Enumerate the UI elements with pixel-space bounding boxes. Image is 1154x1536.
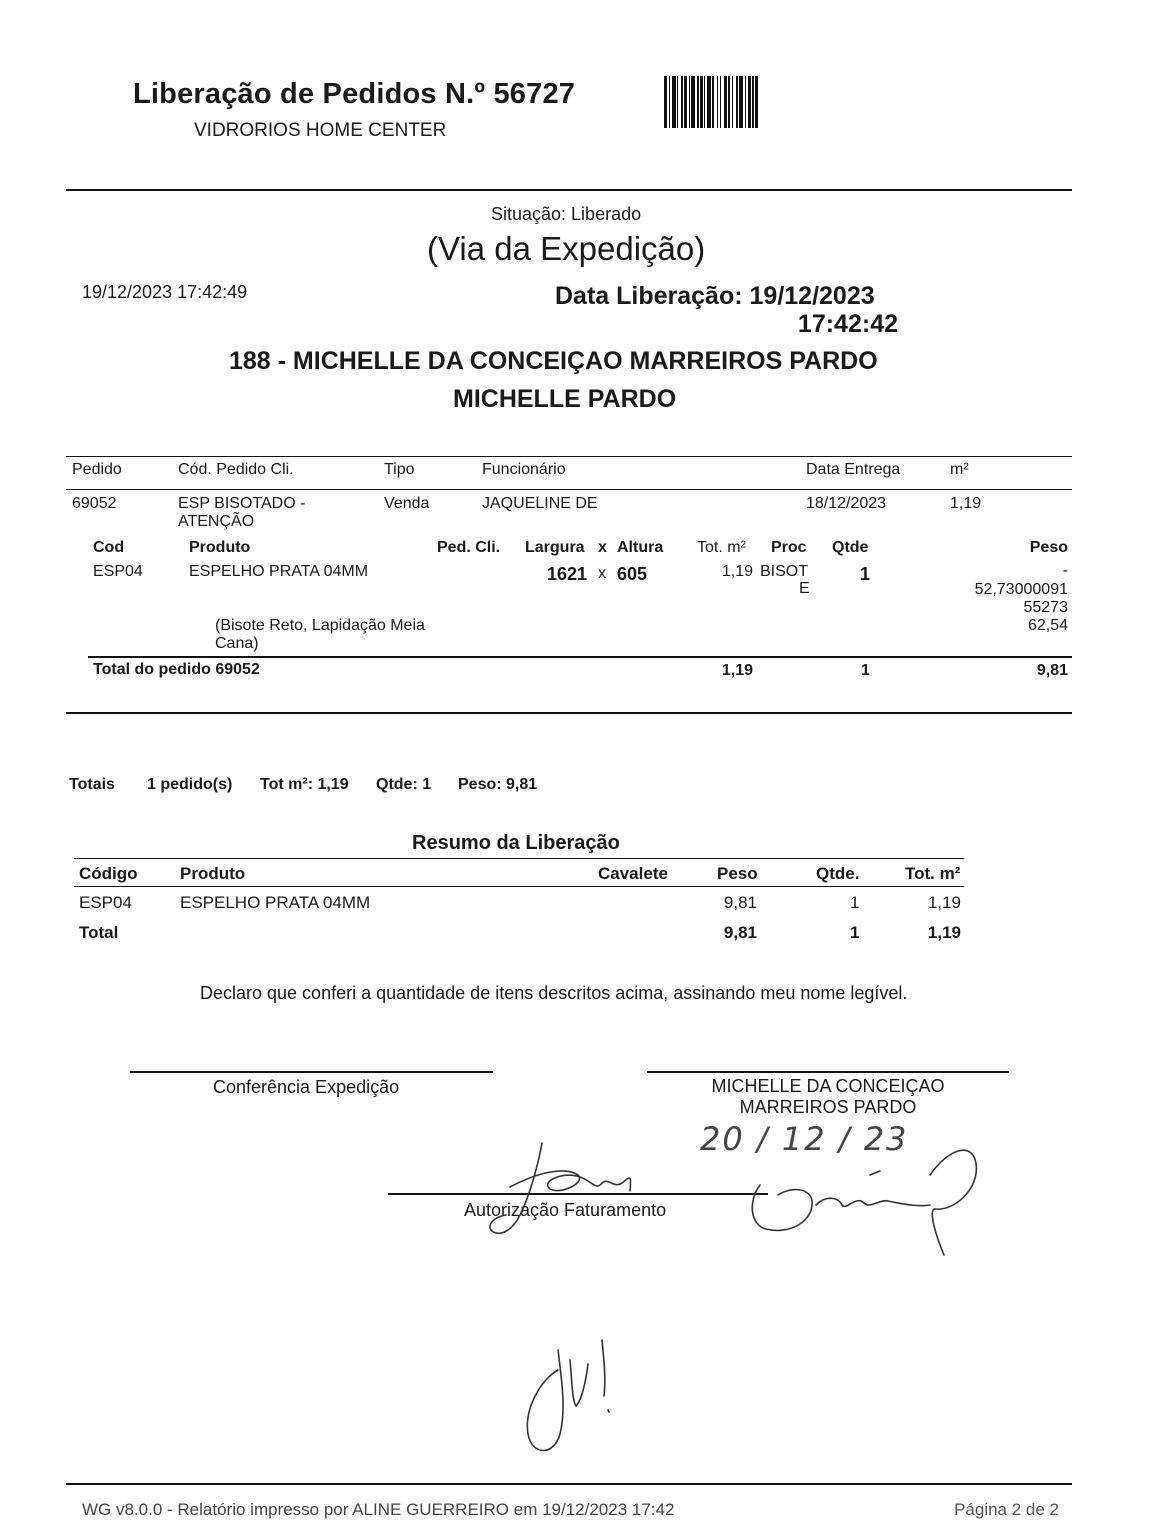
item-proc-1: BISOT (760, 563, 809, 580)
resumo-row-qtde: 1 (850, 893, 860, 912)
release-time: 17:42:42 (797, 310, 898, 338)
col-header-tipo: Tipo (384, 461, 415, 478)
release-date (555, 282, 895, 311)
item-header-peso: Peso (1029, 539, 1068, 556)
item-header-produto: Produto (189, 539, 251, 556)
order-pedido: 69052 (72, 495, 117, 512)
resumo-row-codigo: ESP04 (79, 893, 132, 912)
order-funcionario: JAQUELINE DE (482, 495, 598, 512)
resumo-title: Resumo da Liberação (412, 832, 620, 854)
resumo-top-line (74, 858, 964, 859)
totais-peso: Peso: 9,81 (458, 776, 538, 793)
order-total-label: Total do pedido 69052 (93, 661, 260, 678)
signature-label-client-2: MARREIROS PARDO (739, 1097, 917, 1117)
status-situacao: Situação: Liberado (491, 204, 642, 224)
item-header-tot-m2: Tot. m² (697, 539, 746, 556)
resumo-header-line (74, 886, 964, 887)
footer-printed-by: WG v8.0.0 - Relatório impresso por ALINE GUERREIRO em 19/12/2023 17:42 (82, 1500, 675, 1519)
divider-footer (66, 1483, 1072, 1485)
item-peso-1: 52,73000091 (974, 581, 1068, 598)
resumo-header-produto: Produto (180, 864, 246, 883)
resumo-row-peso: 9,81 (723, 893, 757, 912)
item-header-x: x (598, 539, 607, 556)
print-datetime: 19/12/2023 17:42:49 (82, 282, 248, 302)
item-header-proc: Proc (771, 539, 807, 556)
order-total-peso: 9,81 (1036, 662, 1068, 679)
declaration-text: Declaro que conferi a quantidade de itens descritos acima, assinando meu nome legível. (200, 983, 908, 1003)
item-x: x (598, 565, 606, 582)
order-m2: 1,19 (950, 495, 982, 512)
resumo-header-peso: Peso (717, 864, 758, 883)
resumo-header-qtde: Qtde. (816, 864, 860, 883)
resumo-total-label: Total (79, 923, 119, 942)
signature-line-client (647, 1071, 1009, 1073)
item-header-ped-cli: Ped. Cli. (437, 539, 501, 556)
order-total-tot-m2: 1,19 (721, 662, 753, 679)
resumo-header-cavalete: Cavalete (598, 864, 668, 883)
item-header-cod: Cod (93, 539, 125, 556)
item-obs-2: Cana) (215, 635, 259, 652)
resumo-header-codigo: Código (79, 864, 138, 883)
signature-client (730, 1135, 990, 1275)
barcode-bar (758, 76, 760, 128)
item-peso-dash: - (1062, 562, 1068, 579)
company-name: VIDRORIOS HOME CENTER (194, 120, 447, 141)
order-table-top-line (66, 456, 1072, 457)
item-header-largura: Largura (525, 539, 585, 556)
client-short-name: MICHELLE PARDO (453, 385, 677, 413)
col-header-cod-pedido-cli: Cód. Pedido Cli. (178, 461, 294, 478)
item-obs-1: (Bisote Reto, Lapidação Meia (215, 617, 425, 634)
totais-pedidos: 1 pedido(s) (147, 776, 233, 793)
signature-label-client-1: MICHELLE DA CONCEIÇAO (711, 1076, 945, 1096)
via-label: (Via da Expedição) (427, 230, 706, 267)
col-header-m2: m² (950, 461, 969, 478)
item-largura: 1621 (547, 564, 588, 584)
document-title: Liberação de Pedidos N.º 56727 (133, 78, 576, 110)
order-data-entrega: 18/12/2023 (806, 495, 887, 512)
order-total-line (88, 656, 1072, 658)
item-header-qtde: Qtde (832, 539, 869, 556)
totais-tot-m2: Tot m²: 1,19 (260, 776, 349, 793)
item-header-altura: Altura (617, 539, 664, 556)
release-date-label: Data Liberação: (555, 282, 743, 310)
resumo-total-peso: 9,81 (723, 923, 757, 942)
col-header-data-entrega: Data Entrega (806, 461, 901, 478)
item-altura: 605 (617, 564, 648, 584)
item-peso-3: 62,54 (1027, 617, 1068, 634)
col-header-funcionario: Funcionário (482, 461, 566, 478)
divider-top (66, 189, 1072, 191)
footer-page: Página 2 de 2 (954, 1500, 1059, 1519)
handwritten-mark (510, 1330, 630, 1460)
resumo-header-tot-m2: Tot. m² (905, 864, 961, 883)
release-date-value: 19/12/2023 (749, 282, 875, 310)
order-tipo: Venda (384, 495, 430, 512)
item-tot-m2: 1,19 (721, 563, 753, 580)
signature-label-conferencia: Conferência Expedição (213, 1077, 400, 1097)
signature-autorizacao (480, 1135, 660, 1245)
item-produto: ESPELHO PRATA 04MM (189, 563, 369, 580)
order-table-bottom-line (66, 712, 1072, 714)
item-proc-2: E (799, 580, 810, 597)
order-total-qtde: 1 (861, 662, 870, 679)
resumo-total-qtde: 1 (850, 923, 860, 942)
resumo-row-produto: ESPELHO PRATA 04MM (180, 893, 371, 912)
order-table-header-line (66, 489, 1072, 490)
item-qtde: 1 (860, 564, 871, 584)
item-cod: ESP04 (93, 563, 143, 580)
totais-qtde: Qtde: 1 (376, 776, 432, 793)
col-header-pedido: Pedido (72, 461, 122, 478)
signature-line-conferencia (130, 1071, 493, 1073)
resumo-total-tot-m2: 1,19 (927, 923, 961, 942)
resumo-row-tot-m2: 1,19 (927, 893, 961, 912)
order-cod-pedido-cli-1: ESP BISOTADO - (178, 495, 306, 512)
signature-label-autorizacao: Autorização Faturamento (464, 1200, 667, 1220)
item-peso-2: 55273 (1023, 599, 1068, 616)
totais-label: Totais (69, 776, 115, 793)
order-cod-pedido-cli-2: ATENÇÃO (178, 513, 255, 530)
client-name: 188 - MICHELLE DA CONCEIÇAO MARREIROS PARDO (229, 347, 878, 375)
handwritten-date: 20 / 12 / 23 (700, 1120, 909, 1158)
barcode (664, 76, 840, 128)
